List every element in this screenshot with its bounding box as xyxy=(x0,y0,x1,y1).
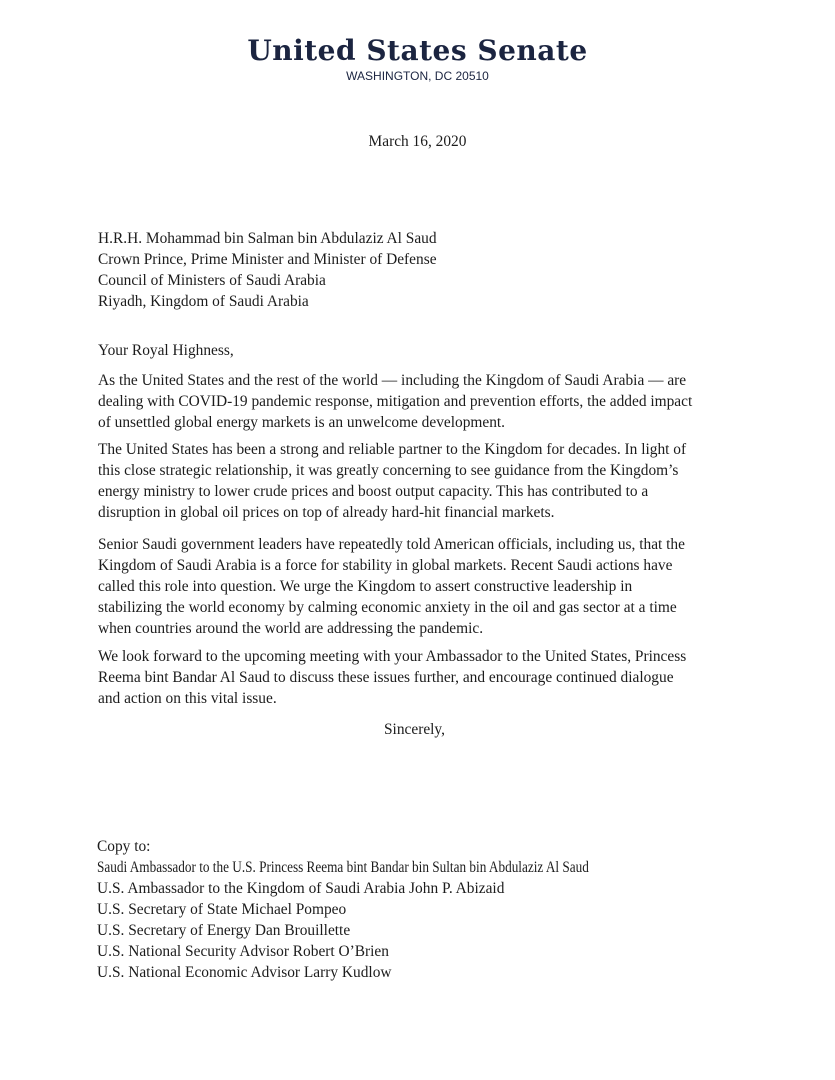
paragraph-line: stabilizing the world economy by calming economic anxiety in the oil and gas sector at a time xyxy=(98,599,677,616)
copy-to-label: Copy to: xyxy=(97,838,151,855)
paragraph-line: dealing with COVID-19 pandemic response, mitigation and prevention efforts, the added impact xyxy=(98,393,693,410)
body-paragraph-2 xyxy=(98,439,738,523)
body-paragraph-3 xyxy=(98,534,738,639)
letter-date: March 16, 2020 xyxy=(368,133,467,150)
paragraph-line: We look forward to the upcoming meeting with your Ambassador to the United States, Princess xyxy=(98,648,687,665)
paragraph-line: when countries around the world are addressing the pandemic. xyxy=(98,620,484,637)
recipient-line: Council of Ministers of Saudi Arabia xyxy=(98,272,326,289)
recipient-address xyxy=(98,228,437,312)
paragraph-line: called this role into question. We urge the Kingdom to assert constructive leadership in xyxy=(98,578,633,595)
paragraph-line: energy ministry to lower crude prices and boost output capacity. This has contributed to a xyxy=(98,483,649,500)
body-paragraph-1 xyxy=(98,370,738,433)
paragraph-line: of unsettled global energy markets is an unwelcome development. xyxy=(98,414,506,431)
paragraph-line: Senior Saudi government leaders have repeatedly told American officials, including us, that the xyxy=(98,536,685,553)
letterhead-title: United States Senate xyxy=(247,34,588,67)
copy-to-list xyxy=(97,836,669,983)
salutation: Your Royal Highness, xyxy=(98,342,234,359)
copy-recipient xyxy=(97,857,669,878)
closing: Sincerely, xyxy=(384,721,445,738)
recipient-line: Crown Prince, Prime Minister and Minister of Defense xyxy=(98,251,437,268)
paragraph-line: Kingdom of Saudi Arabia is a force for stability in global markets. Recent Saudi actions have xyxy=(98,557,673,574)
paragraph-line: As the United States and the rest of the world — including the Kingdom of Saudi Arabia — are xyxy=(98,372,687,389)
copy-recipient: U.S. National Economic Advisor Larry Kudlow xyxy=(97,964,392,981)
letterhead-address: WASHINGTON, DC 20510 xyxy=(346,69,489,83)
paragraph-line: and action on this vital issue. xyxy=(98,690,277,707)
body-paragraph-4 xyxy=(98,646,738,709)
copy-recipient: U.S. National Security Advisor Robert O’Brien xyxy=(97,943,389,960)
copy-recipient: U.S. Secretary of Energy Dan Brouillette xyxy=(97,922,351,939)
copy-recipient: U.S. Ambassador to the Kingdom of Saudi Arabia John P. Abizaid xyxy=(97,880,505,897)
letterhead xyxy=(0,34,835,84)
copy-recipient-text: Saudi Ambassador to the U.S. Princess Reema bint Bandar bin Sultan bin Abdulaziz Al Saud xyxy=(97,859,589,876)
paragraph-line: disruption in global oil prices on top of already hard-hit financial markets. xyxy=(98,504,555,521)
recipient-line: H.R.H. Mohammad bin Salman bin Abdulaziz Al Saud xyxy=(98,230,437,247)
copy-recipient: U.S. Secretary of State Michael Pompeo xyxy=(97,901,347,918)
paragraph-line: Reema bint Bandar Al Saud to discuss these issues further, and encourage continued dialogue xyxy=(98,669,674,686)
paragraph-line: this close strategic relationship, it was greatly concerning to see guidance from the Kingdom’s xyxy=(98,462,679,479)
recipient-line: Riyadh, Kingdom of Saudi Arabia xyxy=(98,293,309,310)
paragraph-line: The United States has been a strong and reliable partner to the Kingdom for decades. In light of xyxy=(98,441,687,458)
